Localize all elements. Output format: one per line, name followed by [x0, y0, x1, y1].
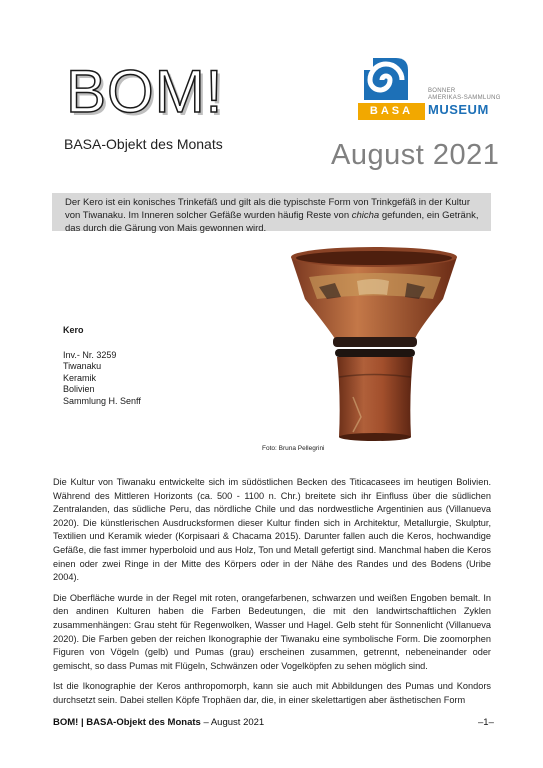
- object-info: [63, 350, 141, 407]
- intro-box: [52, 193, 491, 234]
- object-info-line: Tiwanaku: [63, 361, 102, 372]
- logo-museum: MUSEUM: [428, 102, 489, 117]
- paragraph: Die Oberfläche wurde in der Regel mit roten, orangefarbenen, schwarzen und weißen Engoben bemalt. In den andinen Kulturen haben die Farben Bedeutungen, die mit den landwirtschaftlichen Zyklen zusammenhängen: Grau steht für Regenwolken, Wasser und Hagel. Gelb steht für Sonnenlicht (Villanueva 2020). Die Farben geben der reichen Ikonographie der Tiwanaku eine symbolische Form. Die zoomorphen Figuren von Vögeln (gelb) und Pumas (grau) erscheinen zusammen, getrennt, nebeneinander oder gemischt, so dass Pumas mit Flügeln, Schwänzen oder Vogelköpfen zu sehen möglich sind.: [53, 592, 491, 671]
- footer: [53, 717, 264, 728]
- page-number: –1–: [478, 717, 494, 728]
- footer-title: BOM! | BASA-Objekt des Monats: [53, 717, 201, 728]
- paragraph: Die Kultur von Tiwanaku entwickelte sich im südöstlichen Becken des Titicacasees im heutigen Bolivien. Während des Mittleren Horizonts (ca. 500 - 1100 n. Chr.) breitete sich ihr Einfluss über die südlichen Zentralanden, das südliche Peru, das nördliche Chile und das nordwestliche Argentinien aus (Villanueva 2020). Die künstlerischen Ausdrucksformen dieser Kultur finden sich in Architektur, Metallurgie, Skulptur, Textilien und Keramik wieder (Korpisaari & Chacama 2015). Darunter fallen auch die Keros, hochwandige Gefäße, die fast immer hyperboloid und aus Holz, Ton und Metall gefertigt sind. Manchmal haben die Keros einen oder zwei Ringe in der Mitte des Körpers oder in der Nähe des Randes und des Bodens (Uribe 2004).: [53, 477, 491, 583]
- intro-text-2: gefunden, ein Getränk, das durch die Gärung von Mais gewonnen wird.: [65, 210, 479, 234]
- object-info-line: Bolivien: [63, 384, 95, 395]
- logo-basa: BASA: [358, 103, 425, 120]
- object-name: Kero: [63, 325, 84, 335]
- page-subtitle: BASA-Objekt des Monats: [64, 136, 223, 152]
- object-info-line: Keramik: [63, 372, 97, 383]
- photo-caption: Foto: Bruna Pellegrini: [262, 445, 325, 452]
- object-info-line: Inv.- Nr. 3259: [63, 350, 117, 360]
- footer-date: – August 2021: [200, 717, 265, 728]
- page-title: BOM!: [66, 58, 224, 125]
- kero-photo: [257, 237, 491, 456]
- issue-month: August 2021: [331, 139, 500, 171]
- paragraph: Ist die Ikonographie der Keros anthropomorph, kann sie auch mit Abbildungen des Pumas und Kondors durchsetzt sein. Dabei stellen Köpfe Trophäen dar, die, in einer skelettartigen aber ästhetischen Form: [53, 681, 491, 705]
- intro-italic: chicha: [351, 210, 380, 221]
- logo-small-text: [428, 88, 501, 102]
- article-body: [53, 476, 491, 715]
- intro-text-1: Der Kero ist ein konisches Trinkefäß und gilt als die typischste Form von Trinkgefäß in der Kultur von Tiwanaku. Im Inneren solcher Gefäße wurden häufig Reste von: [65, 197, 470, 221]
- logo-line2: AMERIKAS-SAMMLUNG: [428, 95, 501, 101]
- logo-line1: BONNER: [428, 88, 456, 94]
- object-info-line: Sammlung H. Senff: [63, 395, 141, 406]
